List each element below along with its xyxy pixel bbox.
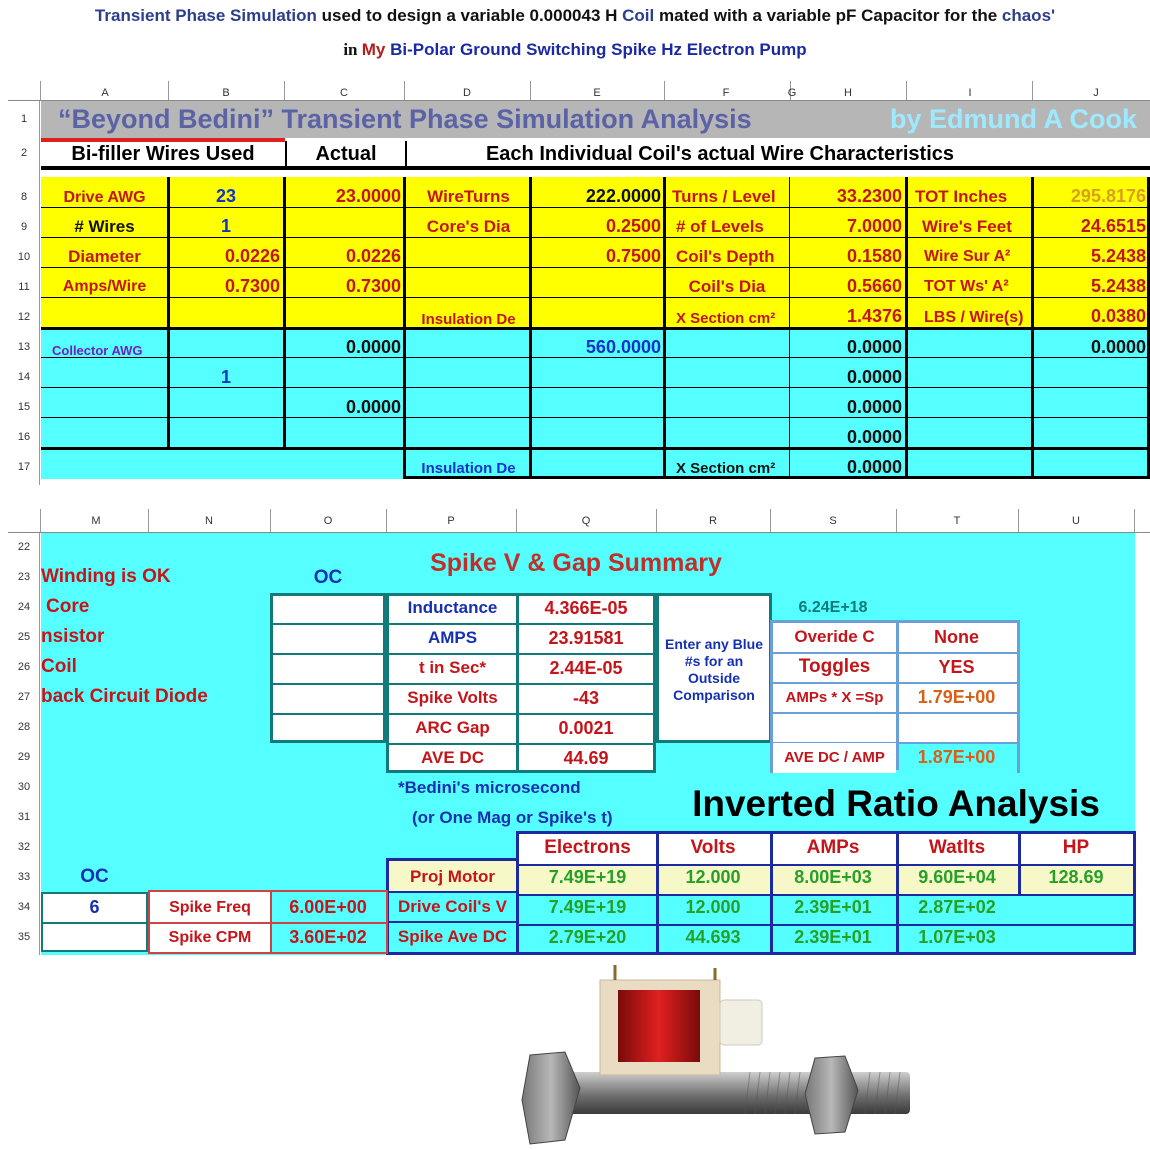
tot-ws-value: 5.2438 bbox=[1090, 275, 1146, 296]
coil-bolt-photo bbox=[500, 960, 930, 1150]
caption-line-1 bbox=[0, 6, 1150, 26]
avedc-amp-value: 1.87E+00 bbox=[917, 746, 996, 767]
col-j[interactable]: J bbox=[1093, 87, 1099, 99]
wire-turns-value: 222.0000 bbox=[585, 185, 661, 206]
tot-ws-label: TOT Ws' A² bbox=[924, 278, 1009, 295]
caption-part: in bbox=[343, 40, 362, 59]
hdr-amps: AMPs bbox=[806, 837, 860, 858]
overide-value[interactable]: None bbox=[934, 626, 979, 647]
caption-part: mated with a variable pF Capacitor for the bbox=[654, 6, 1002, 25]
drive-watts: 2.87E+02 bbox=[918, 896, 996, 917]
transistor-text: nsistor bbox=[41, 626, 105, 647]
proj-hp: 128.69 bbox=[1048, 866, 1104, 887]
coil-winding bbox=[618, 990, 700, 1062]
bedini-note: *Bedini's microsecond bbox=[398, 778, 581, 797]
h14-value: 0.0000 bbox=[846, 366, 902, 387]
col-a[interactable]: A bbox=[101, 87, 109, 99]
oc-input[interactable]: 6 bbox=[89, 896, 100, 917]
turns-level-label: Turns / Level bbox=[672, 187, 776, 206]
xsection2-label: X Section cm² bbox=[676, 459, 776, 477]
oc-label-1: OC bbox=[313, 567, 343, 588]
drive-electrons: 7.49E+19 bbox=[548, 896, 627, 917]
coil-dia-label: Coil's Dia bbox=[688, 277, 766, 296]
row-9[interactable]: 9 bbox=[20, 221, 28, 233]
proj-volts: 12.000 bbox=[685, 866, 741, 887]
diameter-actual: 0.0226 bbox=[345, 245, 401, 266]
hdr-electrons: Electrons bbox=[544, 837, 631, 858]
spike-ave-label: Spike Ave DC bbox=[397, 927, 508, 946]
row-14[interactable]: 14 bbox=[17, 371, 31, 383]
core-text: Core bbox=[46, 596, 90, 617]
row-10[interactable]: 10 bbox=[17, 251, 31, 263]
diameter-label: Diameter bbox=[68, 247, 141, 266]
row-2[interactable]: 2 bbox=[20, 147, 28, 159]
ampsx-label: AMPs * X =Sp bbox=[785, 688, 884, 706]
inductance-value: 4.366E-05 bbox=[544, 597, 628, 618]
insulation-label: Insulation De bbox=[421, 310, 516, 328]
spike-watts: 1.07E+03 bbox=[918, 926, 996, 947]
amps-wire-label: Amps/Wire bbox=[62, 278, 147, 295]
row-31[interactable]: 31 bbox=[17, 811, 31, 823]
core-dia-value: 0.2500 bbox=[605, 215, 661, 236]
wire-char-header: Each Individual Coil's actual Wire Characteristics bbox=[405, 141, 1033, 167]
arc-gap-label: ARC Gap bbox=[415, 718, 490, 737]
toggles-label: Toggles bbox=[798, 656, 871, 677]
row-1[interactable]: 1 bbox=[20, 113, 28, 125]
row-17[interactable]: 17 bbox=[17, 461, 31, 473]
row-15[interactable]: 15 bbox=[17, 401, 31, 413]
col-f[interactable]: F bbox=[722, 87, 730, 99]
row-12[interactable]: 12 bbox=[17, 311, 31, 323]
wires-input[interactable]: 1 bbox=[220, 215, 231, 236]
c13-value: 0.0000 bbox=[345, 336, 401, 357]
inductance-label: Inductance bbox=[407, 598, 498, 617]
col-r[interactable]: R bbox=[709, 515, 717, 527]
proj-amps: 8.00E+03 bbox=[794, 866, 872, 887]
col-u[interactable]: U bbox=[1072, 515, 1080, 527]
proj-motor-label: Proj Motor bbox=[410, 867, 495, 886]
row-34[interactable]: 34 bbox=[17, 901, 31, 913]
spike-volts-value: -43 bbox=[572, 687, 599, 708]
row-25[interactable]: 25 bbox=[17, 631, 31, 643]
coil-depth-value: 0.1580 bbox=[846, 245, 902, 266]
drive-awg-input[interactable]: 23 bbox=[215, 185, 237, 206]
spike-freq-label: Spike Freq bbox=[169, 899, 251, 916]
core-dia-label: Core's Dia bbox=[426, 217, 511, 236]
levels-label: # of Levels bbox=[676, 217, 764, 236]
c15-value: 0.0000 bbox=[345, 396, 401, 417]
hdr-volts: Volts bbox=[690, 837, 736, 858]
spike-volts-label: Spike Volts bbox=[407, 688, 498, 707]
col-d[interactable]: D bbox=[463, 87, 471, 99]
col-h[interactable]: H bbox=[844, 87, 852, 99]
proj-watts: 9.60E+04 bbox=[918, 866, 996, 887]
insulation2-label: Insulation De bbox=[421, 459, 516, 477]
e13-input[interactable]: 560.0000 bbox=[585, 336, 661, 357]
drive-awg-label: Drive AWG bbox=[63, 189, 146, 206]
amps-value: 23.91581 bbox=[548, 627, 624, 648]
diameter-value: 0.0226 bbox=[224, 245, 280, 266]
row-22[interactable]: 22 bbox=[17, 541, 31, 553]
bolt-head bbox=[522, 1052, 580, 1144]
lbs-value: 0.0380 bbox=[1090, 305, 1146, 326]
col-p[interactable]: P bbox=[447, 515, 455, 527]
caption-line-2 bbox=[0, 40, 1150, 60]
spike-cpm-label: Spike CPM bbox=[168, 929, 252, 946]
row-26[interactable]: 26 bbox=[17, 661, 31, 673]
spike-amps: 2.39E+01 bbox=[794, 926, 872, 947]
nut bbox=[805, 1056, 858, 1134]
column-header-bar-2 bbox=[8, 505, 1150, 533]
mag-note: (or One Mag or Spike's t) bbox=[412, 808, 613, 827]
row-27[interactable]: 27 bbox=[17, 691, 31, 703]
spike-volts-dc: 44.693 bbox=[685, 926, 741, 947]
caption-part: used to design a variable 0.000043 H bbox=[316, 6, 623, 25]
caption-part: Bi-Polar Ground Switching Spike Hz Electron Pump bbox=[385, 40, 807, 59]
drive-awg-actual: 23.0000 bbox=[335, 185, 401, 206]
xsection-value: 1.4376 bbox=[846, 305, 902, 326]
toggles-value[interactable]: YES bbox=[938, 656, 975, 677]
caption-part: My bbox=[361, 40, 386, 59]
ampsx-value: 1.79E+00 bbox=[917, 686, 996, 707]
proj-electrons: 7.49E+19 bbox=[548, 866, 627, 887]
wire-sur-value: 5.2438 bbox=[1090, 245, 1146, 266]
caption-part: Transient Phase Simulation bbox=[94, 6, 317, 25]
avedc-amp-label: AVE DC / AMP bbox=[784, 748, 885, 766]
wire-feet-value: 24.6515 bbox=[1080, 215, 1146, 236]
column-header-bar bbox=[8, 77, 1150, 101]
row-32[interactable]: 32 bbox=[17, 841, 31, 853]
col-t[interactable]: T bbox=[953, 515, 961, 527]
row-35[interactable]: 35 bbox=[17, 931, 31, 943]
summary-title: Spike V & Gap Summary bbox=[430, 548, 722, 577]
spike-freq-value: 6.00E+00 bbox=[289, 896, 367, 917]
overide-label: Overide C bbox=[794, 627, 875, 646]
spike-electrons: 2.79E+20 bbox=[548, 926, 627, 947]
tot-inches-label: TOT Inches bbox=[915, 187, 1008, 206]
enter-note: Enter any Blue #s for an Outside Comparison bbox=[664, 636, 764, 703]
col-n[interactable]: N bbox=[205, 515, 213, 527]
col-g[interactable]: G bbox=[787, 87, 797, 99]
caption-part: chaos' bbox=[1001, 6, 1056, 25]
wire-feet-label: Wire's Feet bbox=[922, 217, 1012, 236]
e10-value: 0.7500 bbox=[605, 245, 661, 266]
h17-value: 0.0000 bbox=[846, 456, 902, 477]
winding-ok-text: Winding is OK bbox=[41, 566, 171, 587]
drive-volts: 12.000 bbox=[685, 896, 741, 917]
col-s[interactable]: S bbox=[829, 515, 837, 527]
amps-wire-actual: 0.7300 bbox=[345, 275, 401, 296]
collector-awg-label: Collector AWG bbox=[52, 342, 143, 358]
o-column-inputs bbox=[270, 593, 386, 743]
row-30[interactable]: 30 bbox=[17, 781, 31, 793]
hdr-hp: HP bbox=[1062, 837, 1090, 858]
row-33[interactable]: 33 bbox=[17, 871, 31, 883]
core-plug bbox=[720, 1000, 762, 1045]
row-28[interactable]: 28 bbox=[17, 721, 31, 733]
ave-dc-label: AVE DC bbox=[421, 748, 484, 767]
coil-depth-label: Coil's Depth bbox=[676, 247, 775, 266]
bifiller-header: Bi-filler Wires Used bbox=[71, 142, 255, 165]
lbs-label: LBS / Wire(s) bbox=[924, 309, 1024, 326]
xsection-label: X Section cm² bbox=[676, 309, 776, 327]
drive-amps: 2.39E+01 bbox=[794, 896, 872, 917]
col-m[interactable]: M bbox=[91, 515, 101, 527]
col-c[interactable]: C bbox=[340, 87, 348, 99]
col-q[interactable]: Q bbox=[581, 515, 591, 527]
col-o[interactable]: O bbox=[323, 515, 333, 527]
coil-text: Coil bbox=[41, 656, 77, 677]
wire-sur-label: Wire Sur A² bbox=[924, 248, 1011, 265]
drive-coil-label: Drive Coil's V bbox=[398, 897, 507, 916]
caption-part: Coil bbox=[622, 6, 655, 25]
inverted-title: Inverted Ratio Analysis bbox=[692, 783, 1100, 824]
hidden-rows-gap bbox=[41, 170, 1150, 177]
sheet-author: by Edmund A Cook bbox=[890, 104, 1137, 134]
h16-value: 0.0000 bbox=[846, 426, 902, 447]
row-8[interactable]: 8 bbox=[20, 191, 28, 203]
actual-header: Actual bbox=[285, 141, 405, 167]
row-23[interactable]: 23 bbox=[17, 571, 31, 583]
wires-label: # Wires bbox=[74, 217, 135, 236]
row-29[interactable]: 29 bbox=[17, 751, 31, 763]
spreadsheet-bottom bbox=[8, 505, 1150, 955]
coil-dia-value: 0.5660 bbox=[846, 275, 902, 296]
hdr-watts: Watlts bbox=[928, 837, 986, 858]
h13-value: 0.0000 bbox=[846, 336, 902, 357]
row-16[interactable]: 16 bbox=[17, 431, 31, 443]
tsec-label: t in Sec* bbox=[418, 658, 487, 677]
wire-turns-label: WireTurns bbox=[427, 187, 510, 206]
amps-label: AMPS bbox=[427, 628, 478, 647]
arc-gap-value: 0.0021 bbox=[558, 717, 614, 738]
ave-dc-value: 44.69 bbox=[563, 747, 609, 768]
levels-value: 7.0000 bbox=[846, 215, 902, 236]
spike-cpm-value: 3.60E+02 bbox=[289, 926, 367, 947]
tot-inches-value: 295.8176 bbox=[1070, 185, 1146, 206]
row-11[interactable]: 11 bbox=[18, 281, 30, 293]
oc-label-2: OC bbox=[80, 866, 109, 887]
row-24[interactable]: 24 bbox=[17, 601, 31, 613]
row-13[interactable]: 13 bbox=[17, 341, 31, 353]
diode-text: back Circuit Diode bbox=[41, 686, 208, 707]
col-i[interactable]: I bbox=[968, 87, 972, 99]
turns-level-value: 33.2300 bbox=[836, 185, 902, 206]
row-header-bar-2 bbox=[8, 533, 40, 955]
row-header-bar bbox=[8, 101, 40, 485]
amps-wire-value: 0.7300 bbox=[224, 275, 280, 296]
spreadsheet-top bbox=[8, 77, 1150, 485]
s24-value: 6.24E+18 bbox=[798, 599, 868, 616]
j13-value: 0.0000 bbox=[1090, 336, 1146, 357]
sheet-title: “Beyond Bedini” Transient Phase Simulation Analysis bbox=[58, 104, 752, 134]
tsec-value: 2.44E-05 bbox=[549, 657, 623, 678]
col-e[interactable]: E bbox=[593, 87, 601, 99]
b14-input[interactable]: 1 bbox=[220, 366, 231, 387]
col-b[interactable]: B bbox=[222, 87, 230, 99]
h15-value: 0.0000 bbox=[846, 396, 902, 417]
